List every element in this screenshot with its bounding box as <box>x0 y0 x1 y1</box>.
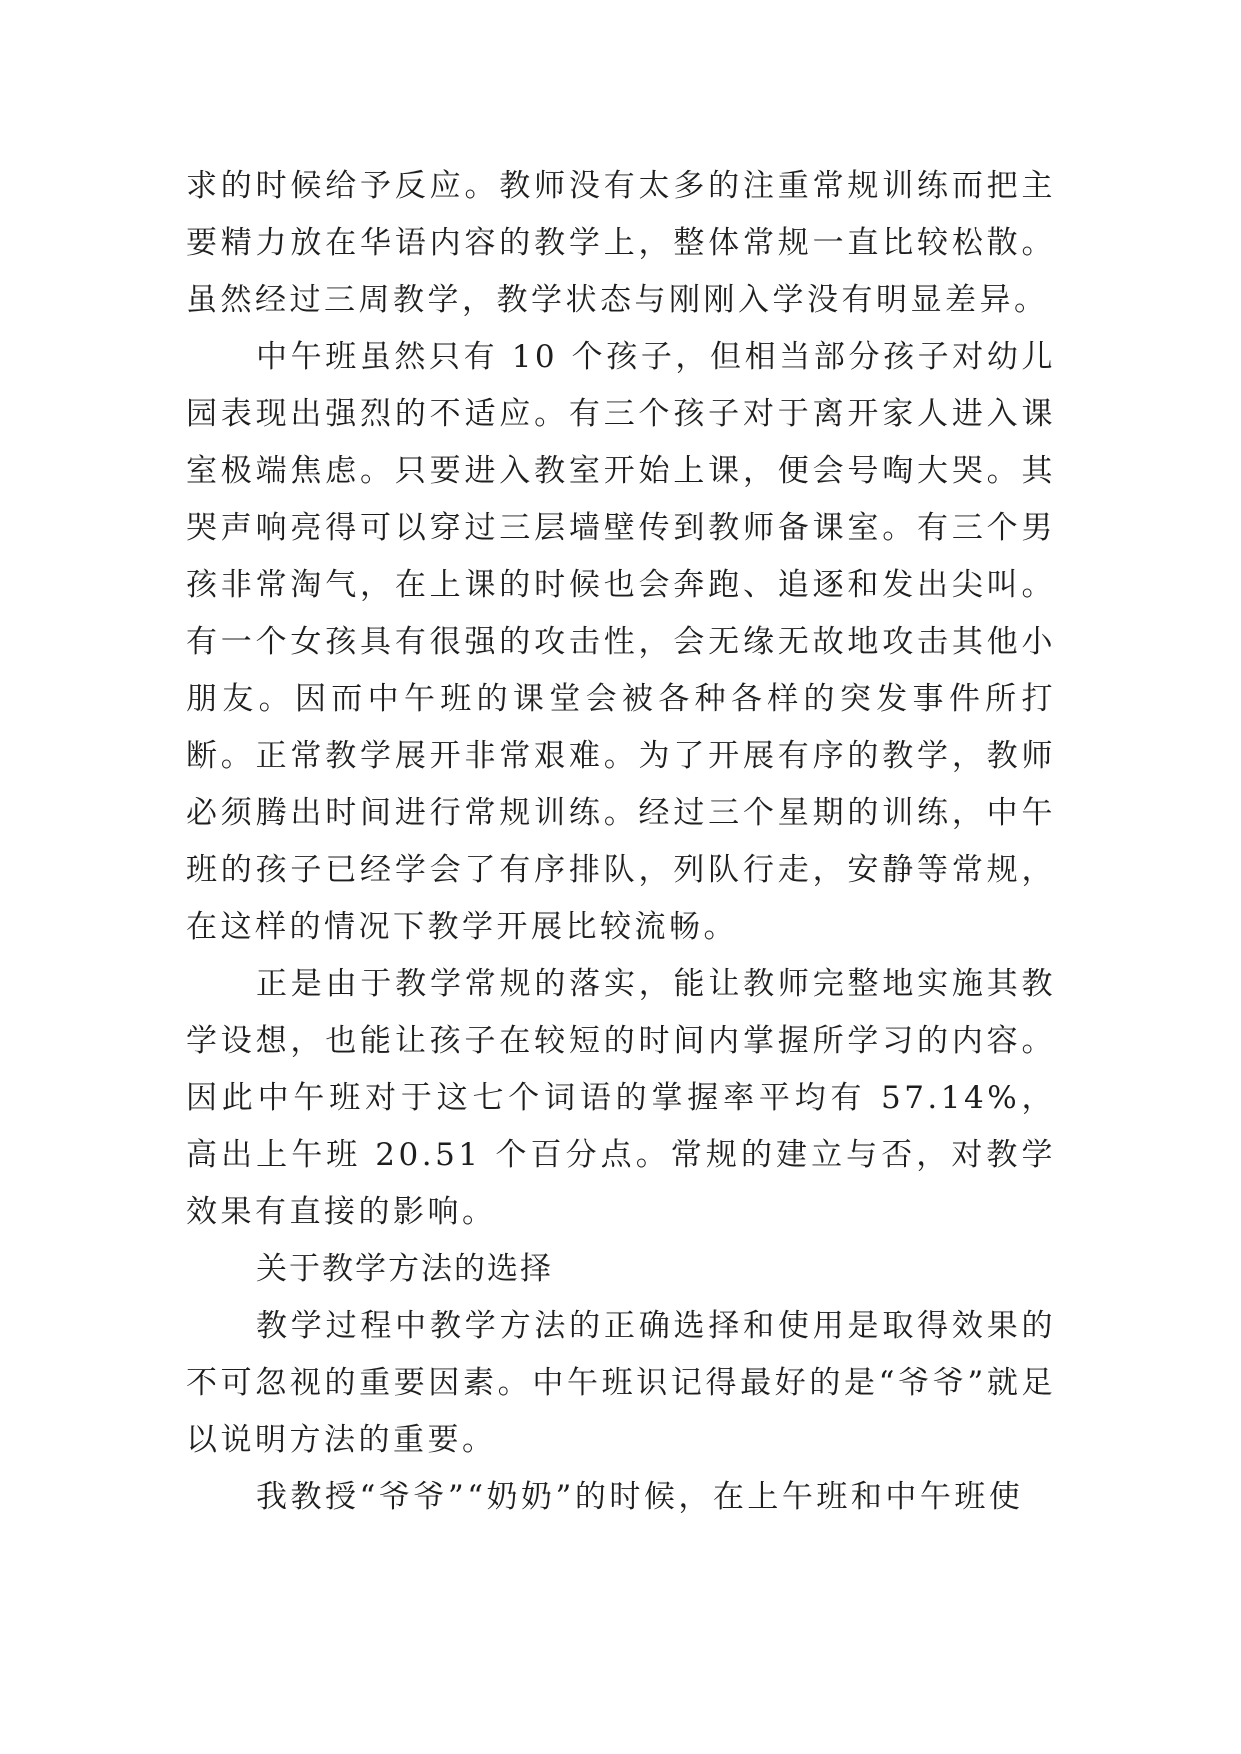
section-heading-teaching-methods: 关于教学方法的选择 <box>256 1251 553 1287</box>
paragraph-continuation: 求的时候给予反应。教师没有太多的注重常规训练而把主要精力放在华语内容的教学上，整体常规一直比较松散。虽然经过三周教学，教学状态与刚刚入学没有明显差异。 <box>186 168 1056 318</box>
document-body <box>186 158 1056 1526</box>
paragraph-method-importance: 教学过程中教学方法的正确选择和使用是取得效果的不可忽视的重要因素。中午班识记得最好的是“爷爷”就足以说明方法的重要。 <box>186 1308 1056 1458</box>
paragraph-grandpa-grandma: 我教授“爷爷”“奶奶”的时候，在上午班和中午班使 <box>256 1479 1024 1515</box>
paragraph-routine-results: 正是由于教学常规的落实，能让教师完整地实施其教学设想，也能让孩子在较短的时间内掌握所学习的内容。因此中午班对于这七个词语的掌握率平均有 57.14%，高出上午班 20.51 个百分点。常规的建立与否，对教学效果有直接的影响。 <box>186 966 1056 1230</box>
paragraph-noon-class: 中午班虽然只有 10 个孩子，但相当部分孩子对幼儿园表现出强烈的不适应。有三个孩子对于离开家人进入课室极端焦虑。只要进入教室开始上课，便会号啕大哭。其哭声响亮得可以穿过三层墙壁传到教师备课室。有三个男孩非常淘气，在上课的时候也会奔跑、追逐和发出尖叫。有一个女孩具有很强的攻击性，会无缘无故地攻击其他小朋友。因而中午班的课堂会被各种各样的突发事件所打断。正常教学展开非常艰难。为了开展有序的教学，教师必须腾出时间进行常规训练。经过三个星期的训练，中午班的孩子已经学会了有序排队，列队行走，安静等常规，在这样的情况下教学开展比较流畅。 <box>186 339 1056 945</box>
